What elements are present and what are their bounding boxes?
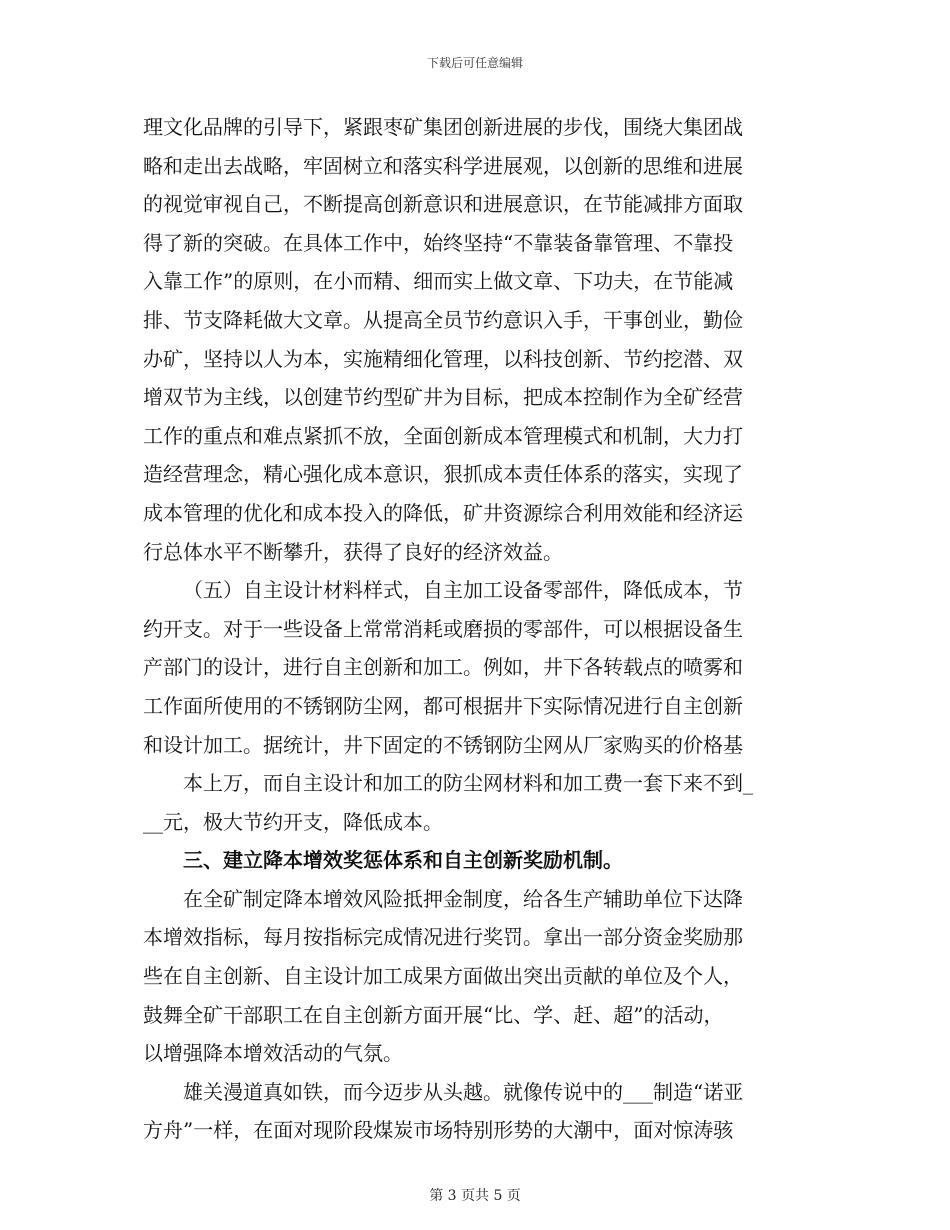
paragraph-line: 理文化品牌的引导下，紧跟枣矿集团创新进展的步伐，围绕大集团战 (143, 115, 743, 139)
paragraph-line: 造经营理念，精心强化成本意识，狠抓成本责任体系的落实，实现了 (143, 462, 743, 487)
document-body (143, 108, 813, 1150)
paragraph-line: 雄关漫道真如铁，而今迈步从头越。就像传说中的___制造“诺亚 (183, 1079, 744, 1104)
paragraph-line: 和设计加工。据统计，井下固定的不锈钢防尘网从厂家购买的价格基 (143, 732, 743, 757)
paragraph-line: 工作的重点和难点紧抓不放，全面创新成本管理模式和机制，大力打 (143, 423, 743, 448)
paragraph-line: 行总体水平不断攀升，获得了良好的经济效益。 (143, 539, 563, 564)
paragraph-line: 些在自主创新、自主设计加工成果方面做出突出贡献的单位及个人， (143, 964, 743, 989)
paragraph-line: __元，极大节约开支，降低成本。 (143, 809, 443, 834)
paragraph-line: 方舟”一样，在面对现阶段煤炭市场特别形势的大潮中，面对惊涛骇 (143, 1118, 734, 1143)
paragraph-line: 办矿，坚持以人为本，实施精细化管理，以科技创新、节约挖潜、双 (143, 346, 743, 371)
paragraph-line: 约开支。对于一些设备上常常消耗或磨损的零部件，可以根据设备生 (143, 616, 743, 641)
paragraph-line: 得了新的突破。在具体工作中，始终坚持“不靠装备靠管理、不靠投 (143, 230, 734, 255)
paragraph-line: 成本管理的优化和成本投入的降低，矿井资源综合利用效能和经济运 (143, 500, 743, 525)
paragraph-line: 以增强降本增效活动的气氛。 (143, 1041, 403, 1066)
paragraph-line: 入靠工作”的原则，在小而精、细而实上做文章、下功夫，在节能减 (143, 269, 734, 294)
paragraph-line: 略和走出去战略，牢固树立和落实科学进展观，以创新的思维和进展 (143, 153, 743, 178)
paragraph-line: 在全矿制定降本增效风险抵押金制度，给各生产辅助单位下达降 (183, 886, 743, 911)
page-number-footer: 第 3 页共 5 页 (429, 1188, 521, 1204)
paragraph-line: 本上万，而自主设计和加工的防尘网材料和加工费一套下来不到_ (183, 771, 753, 796)
paragraph-line: 产部门的设计，进行自主创新和加工。例如，井下各转载点的喷雾和 (143, 655, 743, 680)
paragraph-line: 工作面所使用的不锈钢防尘网，都可根据井下实际情况进行自主创新 (143, 693, 743, 718)
paragraph-line: 增双节为主线，以创建节约型矿井为目标，把成本控制作为全矿经营 (143, 385, 743, 410)
paragraph-line: 本增效指标，每月按指标完成情况进行奖罚。拿出一部分资金奖励那 (143, 925, 743, 950)
paragraph-line: 鼓舞全矿干部职工在自主创新方面开展“比、学、赶、超”的活动， (143, 1002, 724, 1027)
section-heading-line: 三、建立降本增效奖惩体系和自主创新奖励机制。 (183, 848, 623, 873)
page-header: 下载后可任意编辑 (426, 56, 523, 70)
paragraph-line: 排、节支降耗做大文章。从提高全员节约意识入手，干事创业，勤俭 (143, 307, 743, 332)
paragraph-line: 的视觉审视自己，不断提高创新意识和进展意识，在节能减排方面取 (143, 192, 743, 217)
paragraph-line: （五）自主设计材料样式，自主加工设备零部件，降低成本，节 (183, 578, 743, 603)
